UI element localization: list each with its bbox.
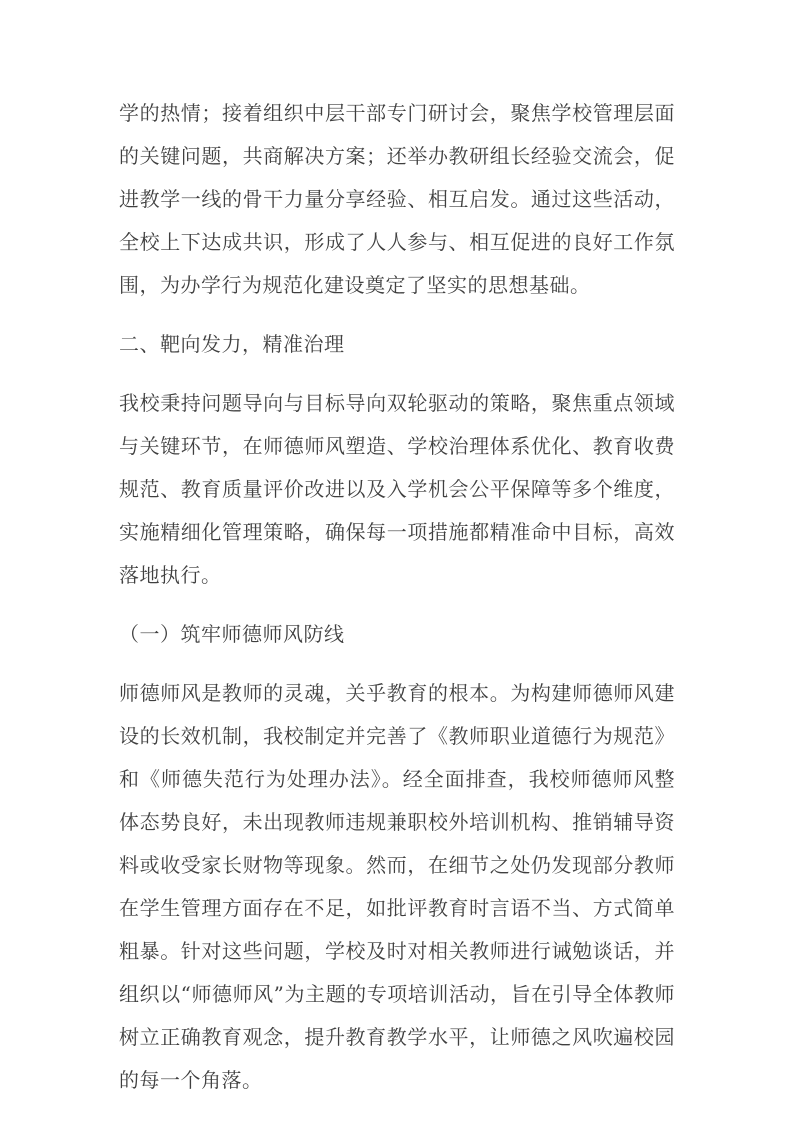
document-content <box>119 92 675 1118</box>
subsection-heading-1: （一）筑牢师德师风防线 <box>119 622 345 646</box>
body-paragraph: 学的热情；接着组织中层干部专门研讨会，聚焦学校管理层面的关键问题，共商解决方案；还举办教研组长经验交流会，促进教学一线的骨干力量分享经验、相互启发。通过这些活动，全校上下达成共识，形成了人人参与、相互促进的良好工作氛围，为办学行为规范化建设奠定了坚实的思想基础。 <box>119 101 675 297</box>
section-heading-2: 二、靶向发力，精准治理 <box>119 332 345 356</box>
body-paragraph: 我校秉持问题导向与目标导向双轮驱动的策略，聚焦重点领域与关键环节，在师德师风塑造、学校治理体系优化、教育收费规范、教育质量评价改进以及入学机会公平保障等多个维度，实施精细化管理策略，确保每一项措施都精准命中目标，高效落地执行。 <box>119 391 675 587</box>
body-paragraph: 师德师风是教师的灵魂，关乎教育的根本。为构建师德师风建设的长效机制，我校制定并完善了《教师职业道德行为规范》和《师德失范行为处理办法》。经全面排查，我校师德师风整体态势良好，未出现教师违规兼职校外培训机构、推销辅导资料或收受家长财物等现象。然而，在细节之处仍发现部分教师在学生管理方面存在不足，如批评教育时言语不当、方式简单粗暴。针对这些问题，学校及时对相关教师进行诫勉谈话，并组织以“师德师风”为主题的专项培训活动，旨在引导全体教师树立正确教育观念，提升教育教学水平，让师德之风吹遍校园的每一个角落。 <box>119 681 675 1092</box>
